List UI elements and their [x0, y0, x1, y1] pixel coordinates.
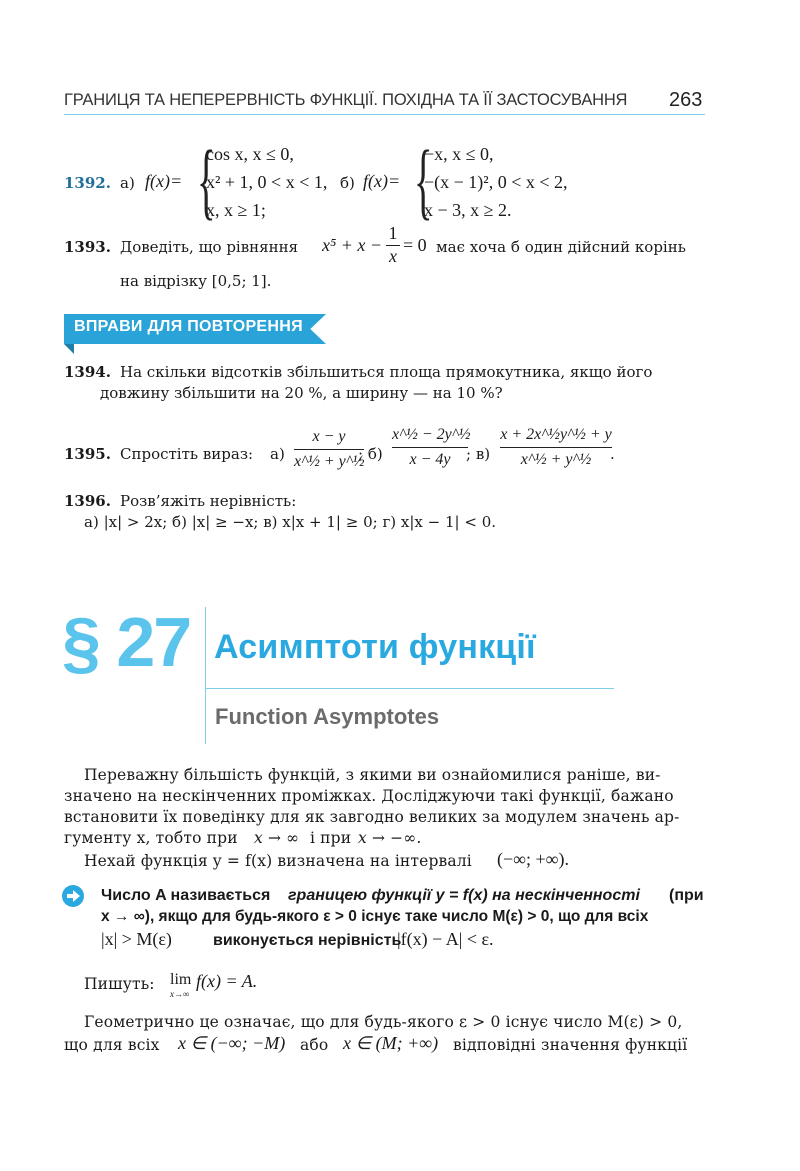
ex1392-b-lhs: f(x)=	[363, 171, 401, 191]
fraction-bar	[500, 447, 612, 448]
section-vertical-rule	[205, 607, 206, 744]
paragraph-1-line-4c: і при	[310, 829, 352, 847]
definition-line-3c: |f(x) − A| < ε.	[397, 929, 494, 949]
ex1393-line2: на відрізку [0,5; 1].	[120, 272, 272, 290]
ex1395-end: .	[610, 445, 615, 463]
banner-label: ВПРАВИ ДЛЯ ПОВТОРЕННЯ	[74, 318, 303, 335]
section-subtitle: Function Asymptotes	[215, 704, 440, 729]
definition-line-3b: виконується нерівність	[213, 932, 402, 949]
ex1392-b-case3: x − 3, x ≥ 2.	[424, 200, 512, 220]
ex1392-b-brace: {	[414, 132, 433, 228]
exercise-number-1396: 1396.	[64, 492, 111, 510]
ex1393-frac-num: 1	[388, 223, 398, 243]
paragraph-3-line-2c: або	[300, 1036, 329, 1054]
section-title: Асимптоти функції	[214, 628, 536, 666]
section-horizontal-rule	[205, 688, 614, 689]
ex1395-c-den: x^½ + y^½	[520, 451, 592, 468]
ex1394-line2: довжину збільшити на 20 %, а ширину — на 10 %?	[100, 384, 503, 402]
ex1395-b-frac	[392, 426, 471, 469]
ex1393-text2: має хоча б один дійсний корінь	[436, 238, 686, 256]
ex1395-c-frac	[500, 426, 612, 469]
page-number: 263	[669, 89, 703, 111]
ex1393-text1: Доведіть, що рівняння	[120, 238, 299, 256]
ex1395-a-num: x − y	[312, 428, 346, 445]
ex1396-items: а) |x| > 2x; б) |x| ≥ −x; в) x|x + 1| ≥ 0; г) x|x − 1| < 0.	[84, 513, 497, 531]
ex1392-a-case1: cos x, x ≤ 0,	[206, 144, 294, 164]
definition-line-1a: Число A називається	[101, 887, 271, 904]
fraction-bar	[392, 447, 468, 448]
paragraph-1-line-4d: x → −∞.	[358, 829, 422, 847]
limit-symbol: lim	[170, 971, 192, 988]
paragraph-1-line-4a: гументу x, тобто при	[64, 829, 238, 847]
banner-fold	[64, 344, 74, 354]
paragraph-3-line-1: Геометрично це означає, що для будь-якого ε > 0 існує число M(ε) > 0,	[84, 1013, 683, 1031]
ex1392-a-case3: x, x ≥ 1;	[206, 200, 266, 220]
exercise-number-1394: 1394.	[64, 363, 111, 381]
ex1396-text: Розв’яжіть нерівність:	[120, 492, 297, 510]
ex1392-b-label: б)	[340, 174, 355, 192]
ex1395-b-den: x − 4y	[409, 451, 451, 468]
paragraph-1-line-1: Переважну більшість функцій, з якими ви ознайомилися раніше, ви-	[84, 766, 661, 784]
write-label: Пишуть:	[84, 975, 155, 993]
definition-line-1c: (при	[669, 887, 704, 904]
limit-expression: f(x) = A.	[196, 971, 258, 991]
paragraph-1-line-2: значено на нескінченних проміжках. Досліджуючи такі функції, бажано	[64, 787, 674, 805]
exercise-number-1392: 1392.	[64, 174, 111, 192]
paragraph-3-line-2b: x ∈ (−∞; −M)	[178, 1033, 286, 1053]
paragraph-3-line-2d: x ∈ (M; +∞)	[343, 1033, 439, 1053]
fraction-bar	[294, 449, 364, 450]
definition-arrow-icon	[62, 885, 84, 907]
ex1394-line1: На скільки відсотків збільшиться площа прямокутника, якщо його	[120, 363, 653, 381]
ex1392-a-lhs: f(x)=	[145, 171, 183, 191]
ex1393-eq-right: = 0	[403, 235, 427, 255]
ex1395-a-den: x^½ + y^½	[294, 453, 365, 470]
ex1395-a-frac	[294, 428, 364, 471]
header-divider	[64, 114, 705, 115]
exercise-number-1393: 1393.	[64, 238, 111, 256]
ex1392-a-case2: x² + 1, 0 < x < 1,	[206, 172, 328, 192]
exercise-number-1395: 1395.	[64, 445, 111, 463]
paragraph-3-line-2a: що для всіх	[64, 1036, 160, 1054]
paragraph-1-line-4b: x → ∞	[254, 829, 300, 847]
definition-line-2: x → ∞), якщо для будь-якого ε > 0 існує таке число M(ε) > 0, що для всіх	[101, 908, 649, 925]
ex1392-b-case2: −(x − 1)², 0 < x < 2,	[424, 172, 568, 192]
ex1393-eq-left: x⁵ + x −	[322, 235, 383, 255]
definition-line-1b: границею функції y = f(x) на нескінченності	[288, 887, 640, 904]
paragraph-2: Нехай функція y = f(x) визначена на інтервалі	[84, 852, 472, 870]
ex1392-a-brace: {	[197, 132, 216, 228]
ex1393-frac-den: x	[389, 246, 397, 266]
ex1395-c-label: ; в)	[466, 445, 491, 463]
ex1392-b-case1: −x, x ≤ 0,	[424, 144, 494, 164]
ex1395-b-label: ; б)	[358, 445, 383, 463]
paragraph-1-line-3: встановити їх поведінку для як завгодно великих за модулем значень ар-	[64, 808, 680, 826]
definition-line-3a: |x| > M(ε)	[101, 929, 172, 949]
paragraph-3-line-2e: відповідні значення функції	[453, 1036, 688, 1054]
ex1395-text: Спростіть вираз:	[120, 445, 254, 463]
ex1395-c-num: x + 2x^½y^½ + y	[500, 426, 612, 443]
section-number: § 27	[62, 603, 191, 681]
limit-subscript: x→∞	[170, 989, 190, 999]
ex1393-eq-frac	[386, 223, 400, 267]
ex1395-a-label: а)	[270, 445, 285, 463]
ex1395-b-num: x^½ − 2y^½	[392, 426, 471, 443]
paragraph-2-interval: (−∞; +∞).	[497, 849, 569, 869]
ex1392-a-label: а)	[120, 174, 135, 192]
running-header-title: ГРАНИЦЯ ТА НЕПЕРЕРВНІСТЬ ФУНКЦІЇ. ПОХІДНА ТА ЇЇ ЗАСТОСУВАННЯ	[64, 91, 628, 109]
